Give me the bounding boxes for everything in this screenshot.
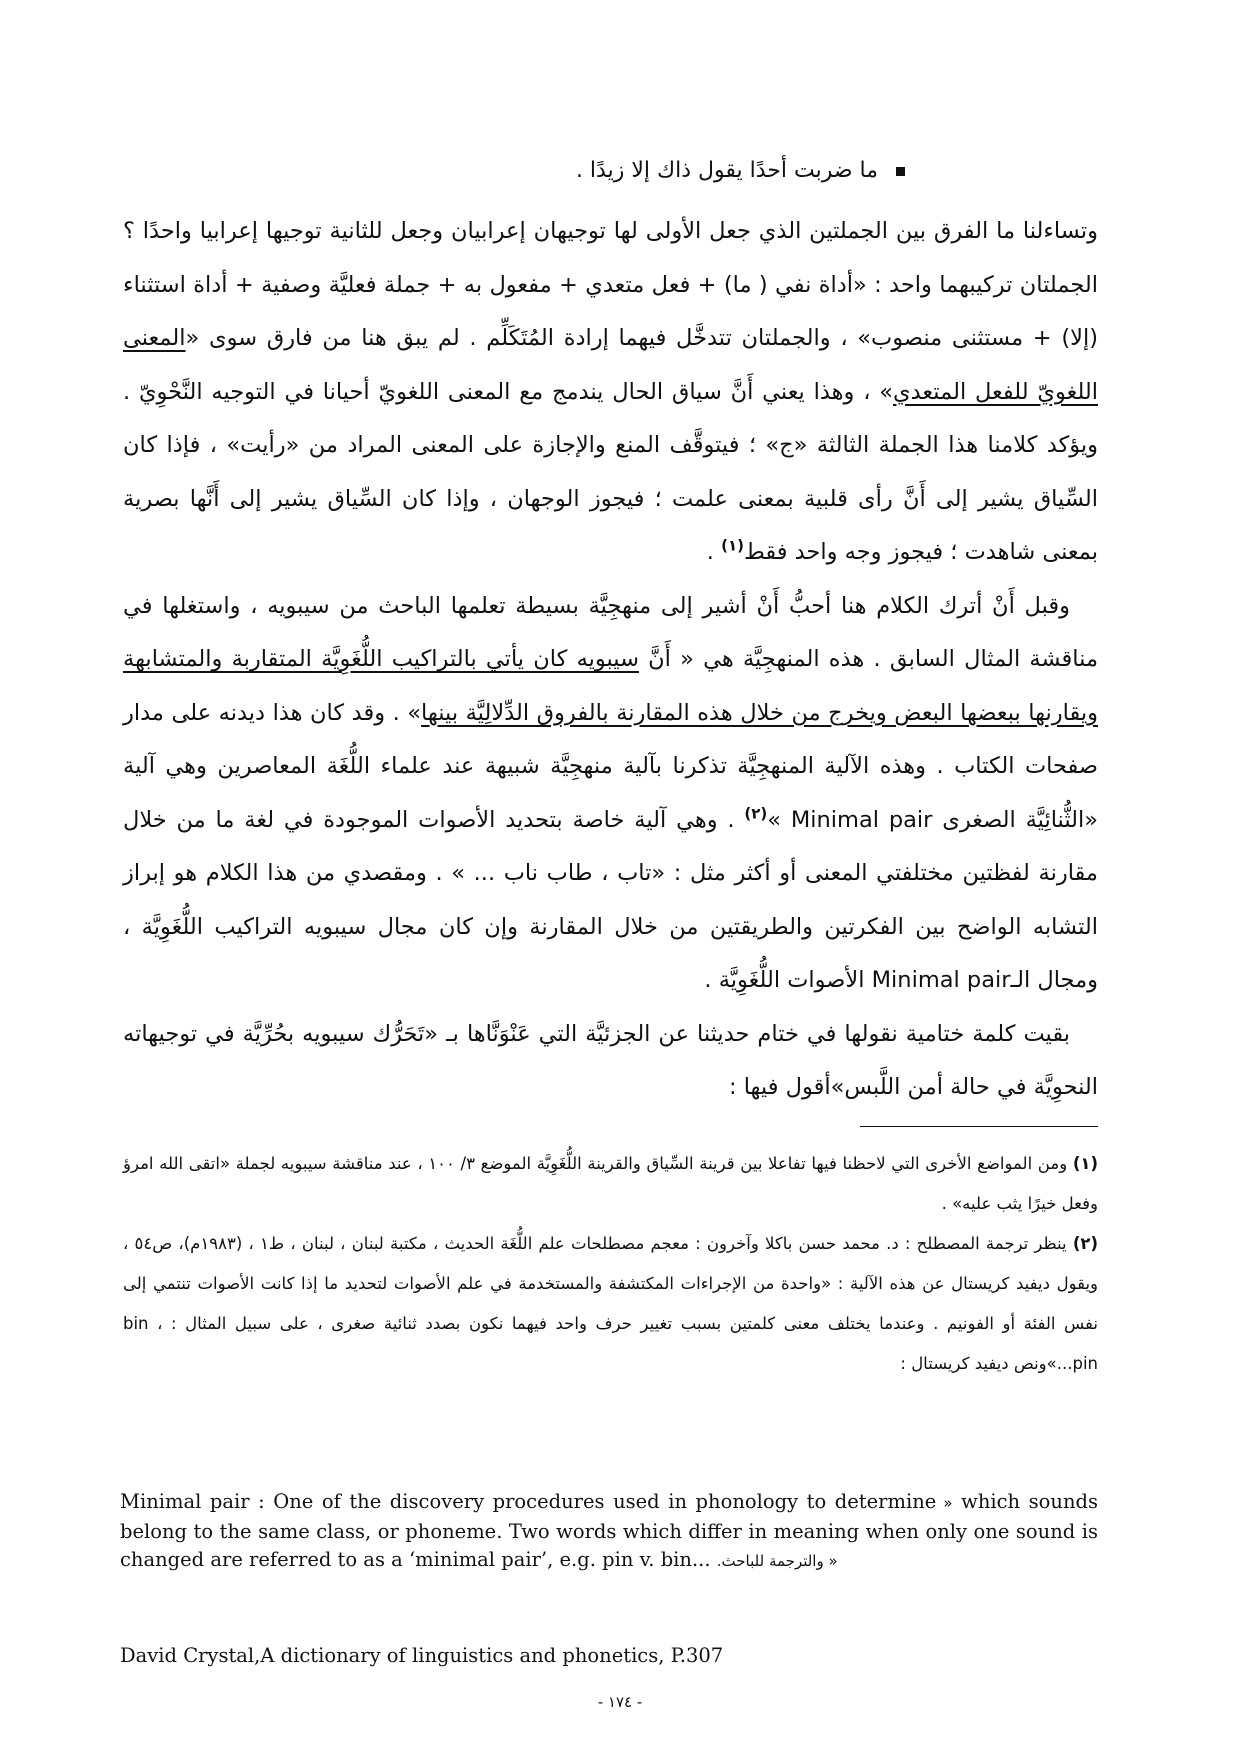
square-bullet-icon	[896, 167, 905, 176]
footnote-text: ينظر ترجمة المصطلح : د. محمد حسن باكلا وآخرون : معجم مصطلحات علم اللُّغَة الحديث ، مكتبة لبنان ، لبنان ، ط١ ، (١٩٨٣م)، ص٥٤ ، ويقول ديفيد كريستال عن هذه الآلية : «واحدة من الإجراءات المكتشفة والمستخدمة في علم الأصوات لتحديد ما إذا كانت الأصوات تنتمي إلى نفس الفئة أو الفونيم . وعندما يختلف معنى كلمتين بسبب تغيير حرف واحد فيهما نكون بصدد ثنائية صغرى ، على سبيل المثال : bin ، pin...»ونص ديفيد كريستال :	[123, 1234, 1098, 1373]
quote-mark: »	[936, 1494, 953, 1512]
underlined-phrase: المعنى اللغويّ للفعل المتعدي	[123, 325, 1098, 405]
text-run: الأصوات اللُّغَوِيَّة .	[704, 967, 872, 993]
english-quote	[120, 1488, 1098, 1576]
bullet-text: ما ضربت أحدًا يقول ذاك إلا زيدًا .	[575, 158, 878, 183]
footnote-number: (٢)	[1072, 1234, 1098, 1253]
translation-note: « والترجمة للباحث.	[716, 1552, 838, 1570]
quote-text: which sounds belong to the same class, or phoneme. Two words which differ in meaning when only one sound is changed are referred to as a ‘minimal pair’, e.g. pin v. bin...	[120, 1490, 1098, 1571]
footnote-number: (١)	[1072, 1154, 1098, 1173]
text-run: . وهي آلية خاصة بتحديد الأصوات الموجودة في لغة ما من خلال مقارنة لفظتين مختلفتي المعنى أو أكثر مثل : «تاب ، طاب ناب ... » . ومقصدي من هذا الكلام هو إبراز التشابه الواضح بين الفكرتين والطريقتين من خلال المقارنة وإن كان مجال سيبويه التراكيب اللُّغَوِيَّة ، ومجال الـ	[123, 806, 1098, 993]
paragraph-1	[123, 205, 1098, 580]
bullet-item	[576, 158, 905, 183]
paragraph-2	[123, 580, 1098, 1008]
term-minimal-pair: Minimal pair	[790, 806, 933, 833]
footnote-text: ومن المواضع الأخرى التي لاحظنا فيها تفاعلا بين قرينة السِّياق والقرينة اللُّغَوِيَّة الموضع ٣/ ١٠٠ ، عند مناقشة سيبويه لجملة «اتقى الله امرؤ وفعل خيرًا يثب عليه» .	[123, 1154, 1098, 1213]
text-run: بقيت كلمة ختامية نقولها في ختام حديثنا عن الجزئيَّة التي عَنْوَنَّاها بـ «تَحَرُّك سيبويه بحُرِّيَّة في توجيهاته النحوِيَّة في حالة أمن اللَّبس»أقول فيها :	[123, 1020, 1098, 1100]
footnotes	[123, 1144, 1098, 1384]
footnote-ref-1[interactable]: (١)	[721, 536, 744, 555]
footnote-1	[123, 1144, 1098, 1224]
footnote-ref-2[interactable]: (٢)	[744, 804, 768, 822]
reference-citation: David Crystal,A dictionary of linguistics and phonetics, P.307	[120, 1644, 724, 1667]
text-run: وقبل أَنْ أترك الكلام هنا أحبُّ أَنْ أشير إلى منهجِيَّة بسيطة تعلمها الباحث من سيبويه ، واستغلها في مناقشة المثال السابق . هذه المنهجِيَّة هي « أَنَّ	[123, 592, 1098, 672]
quote-text: Minimal pair : One of the discovery procedures used in phonology to determine	[120, 1490, 937, 1513]
text-run: »	[767, 806, 791, 833]
page-number: - ١٧٤ -	[597, 1693, 643, 1711]
text-run: وتساءلنا ما الفرق بين الجملتين الذي جعل الأولى لها توجيهان إعرابيان وجعل للثانية توجيها إعرابيا واحدًا ؟ الجملتان تركيبهما واحد : «أداة نفي ( ما) + فعل متعدي + مفعول به + جملة فعليَّة وصفية + أداة استثناء (إلا) + مستثنى منصوب» ، والجملتان تتدخَّل فيهما إرادة المُتَكَلِّم . لم يبق هنا من فارق سوى «	[123, 218, 1098, 351]
text-run: .	[706, 539, 722, 565]
paragraph-3	[123, 1008, 1098, 1115]
term-minimal-pair: Minimal pair	[871, 967, 1011, 993]
footnote-2	[123, 1224, 1098, 1384]
text-run: » . وقد كان هذا ديدنه على مدار صفحات الكتاب . وهذه الآلية المنهجِيَّة تذكرنا بآلية منهجِيَّة شبيهة عند علماء اللُّغَة المعاصرين وهي آلية «الثُّنائِيَّة الصغرى	[123, 699, 1099, 833]
text-run: » ، وهذا يعني أَنَّ سياق الحال يندمج مع المعنى اللغويّ أحيانا في التوجيه النَّحْوِيّ . ويؤكد كلامنا هذا الجملة الثالثة «ج» ؛ فيتوقَّف المنع والإجازة على المعنى المراد من «رأيت» ، فإذا كان السِّياق يشير إلى أَنَّ رأى قلبية بمعنى علمت ؛ فيجوز الوجهان ، وإذا كان السِّياق يشير إلى أَنَّها بصرية بمعنى شاهدت ؛ فيجوز وجه واحد فقط	[123, 378, 1098, 565]
main-text	[123, 205, 1098, 1115]
underlined-quote: سيبويه كان يأتي بالتراكيب اللُّغَوِيَّة المتقاربة والمتشابهة ويقارنها ببعضها البعض ويخرج من خلال هذه المقارنة بالفروق الدِّلالِيَّة بينها	[123, 646, 1098, 726]
footnote-separator	[860, 1126, 1098, 1127]
